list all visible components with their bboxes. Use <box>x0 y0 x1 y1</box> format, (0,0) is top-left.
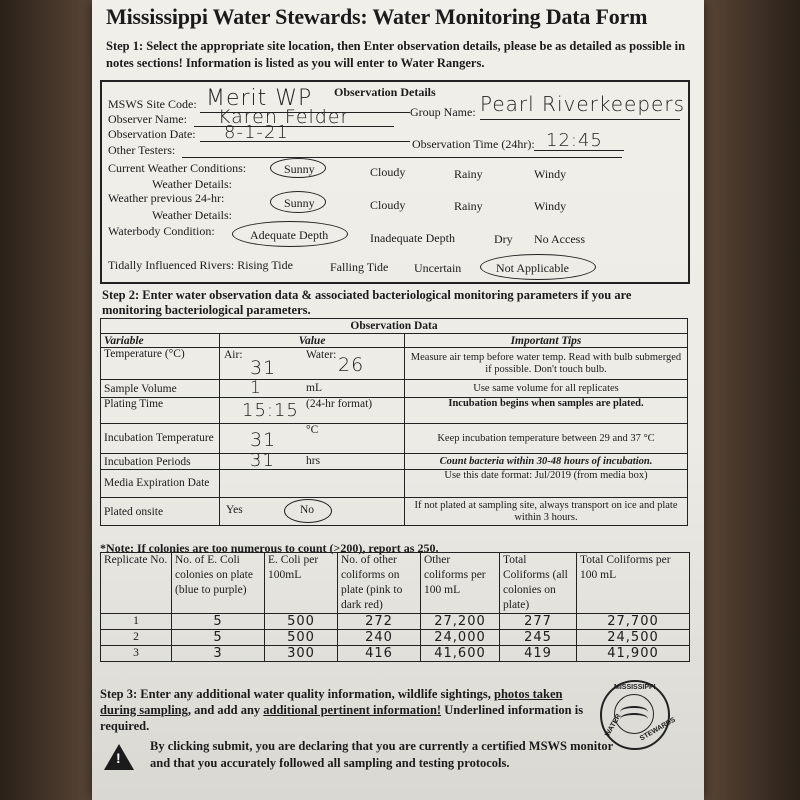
plating-time-value[interactable]: 15:15 <box>242 400 299 421</box>
desk-background-left <box>0 0 92 800</box>
step3-instructions <box>100 686 600 734</box>
ecoli-colonies-cell[interactable]: 5 <box>172 614 265 630</box>
media-expiration-row <box>101 470 688 498</box>
waterbody-condition-label: Waterbody Condition: <box>108 224 215 238</box>
temperature-label: Temperature (°C) <box>101 348 220 380</box>
step3-underlined-info: additional pertinent information! <box>263 703 442 717</box>
plated-onsite-no[interactable]: No <box>300 504 315 516</box>
plating-time-label: Plating Time <box>101 398 220 424</box>
total-colonies-cell[interactable]: 419 <box>500 646 577 662</box>
prev-sunny-selected-circle <box>270 191 326 213</box>
total-per-100ml-cell[interactable]: 27,700 <box>577 614 690 630</box>
incubation-periods-label: Incubation Periods <box>101 454 220 470</box>
plating-time-row <box>101 398 688 424</box>
incubation-temperature-unit: °C <box>306 424 319 436</box>
total-per-100ml-cell[interactable]: 41,900 <box>577 646 690 662</box>
ecoli-per-100ml-cell[interactable]: 300 <box>265 646 338 662</box>
other-per-100ml-cell[interactable]: 27,200 <box>421 614 500 630</box>
weather-option-windy[interactable]: Windy <box>534 167 567 181</box>
media-expiration-label: Media Expiration Date <box>101 470 220 498</box>
tidal-option-uncertain[interactable]: Uncertain <box>414 261 462 275</box>
plated-onsite-cell <box>220 498 405 526</box>
group-name-label: Group Name: <box>410 105 476 119</box>
ecoli-colonies-cell[interactable]: 5 <box>172 630 265 646</box>
plated-onsite-row <box>101 498 688 526</box>
incubation-temperature-cell <box>220 424 405 454</box>
incubation-periods-unit: hrs <box>306 455 321 467</box>
not-applicable-selected-circle <box>480 254 596 280</box>
header-other-colonies: No. of other coliforms on plate (pink to dark red) <box>338 553 421 614</box>
plating-time-tip: Incubation begins when samples are plated. <box>405 398 688 424</box>
adequate-selected-circle <box>232 221 348 247</box>
plated-onsite-yes[interactable]: Yes <box>226 504 243 516</box>
current-weather-label: Current Weather Conditions: <box>108 161 247 175</box>
incubation-periods-value[interactable]: 31 <box>250 450 275 471</box>
header-total-colonies: Total Coliforms (all colonies on plate) <box>500 553 577 614</box>
weather-option-cloudy[interactable]: Cloudy <box>370 165 406 179</box>
header-ecoli-colonies: No. of E. Coli colonies on plate (blue to purple) <box>172 553 265 614</box>
warning-icon: ! <box>104 744 134 770</box>
temperature-row <box>101 348 688 380</box>
replicate-number: 1 <box>101 614 172 630</box>
header-total-per-100ml: Total Coliforms per 100 mL <box>577 553 690 614</box>
waterbody-option-no-access[interactable]: No Access <box>534 232 585 246</box>
seal-text-right: STEWARDS <box>638 716 677 743</box>
other-per-100ml-cell[interactable]: 41,600 <box>421 646 500 662</box>
plated-onsite-label: Plated onsite <box>101 498 220 526</box>
incubation-periods-row <box>101 454 688 470</box>
replicate-row <box>101 630 690 646</box>
seal-text-top: MISSISSIPPI <box>614 684 656 691</box>
other-colonies-cell[interactable]: 416 <box>338 646 421 662</box>
prev-weather-details-label: Weather Details: <box>152 208 232 222</box>
step3-text-b: , and add any <box>187 703 264 717</box>
header-ecoli-per-100ml: E. Coli per 100mL <box>265 553 338 614</box>
air-value[interactable]: 31 <box>250 357 277 379</box>
weather-option-sunny[interactable]: Sunny <box>284 162 315 176</box>
temperature-tip: Measure air temp before water temp. Read with bulb submerged if possible. Don't touch bulb. <box>405 348 688 380</box>
sample-volume-unit: mL <box>306 382 322 394</box>
total-per-100ml-cell[interactable]: 24,500 <box>577 630 690 646</box>
header-replicate: Replicate No. <box>101 553 172 614</box>
sample-volume-label: Sample Volume <box>101 380 220 398</box>
waterbody-option-dry[interactable]: Dry <box>494 232 513 246</box>
incubation-temperature-tip: Keep incubation temperature between 29 and 37 °C <box>405 424 688 454</box>
weather-details-label: Weather Details: <box>152 177 232 191</box>
observation-data-table <box>100 318 688 526</box>
col-variable: Variable <box>101 334 220 348</box>
tidal-rivers-label: Tidally Influenced Rivers: Rising Tide <box>108 258 293 272</box>
waterbody-option-inadequate[interactable]: Inadequate Depth <box>370 231 455 245</box>
sample-volume-value[interactable]: 1 <box>250 378 262 398</box>
plated-onsite-tip: If not plated at sampling site, always transport on ice and plate within 3 hours. <box>405 498 688 526</box>
observation-time-label: Observation Time (24hr): <box>412 137 535 151</box>
prev-weather-label: Weather previous 24-hr: <box>108 191 225 205</box>
total-colonies-cell[interactable]: 277 <box>500 614 577 630</box>
observation-time-value[interactable]: 12:45 <box>546 130 603 151</box>
plating-time-cell <box>220 398 405 424</box>
replicate-row <box>101 646 690 662</box>
prev-weather-option-cloudy[interactable]: Cloudy <box>370 198 406 212</box>
other-colonies-cell[interactable]: 240 <box>338 630 421 646</box>
waterbody-option-adequate[interactable]: Adequate Depth <box>250 228 329 242</box>
group-name-line <box>480 119 680 120</box>
site-code-value[interactable]: Merit WP <box>206 86 313 111</box>
tidal-option-not-applicable[interactable]: Not Applicable <box>496 261 569 275</box>
weather-option-rainy[interactable]: Rainy <box>454 167 483 181</box>
observer-name-value[interactable]: Karen Felder <box>218 106 350 128</box>
colonies-note: *Note: If colonies are too numerous to count (>200), report as 250. <box>100 541 439 555</box>
replicate-header-row <box>101 553 690 614</box>
other-per-100ml-cell[interactable]: 24,000 <box>421 630 500 646</box>
incubation-periods-cell <box>220 450 405 471</box>
observation-details-heading: Observation Details <box>334 85 436 99</box>
total-colonies-cell[interactable]: 245 <box>500 630 577 646</box>
water-value[interactable]: 26 <box>338 354 365 376</box>
sunny-selected-circle <box>270 158 326 178</box>
media-expiration-cell[interactable] <box>220 470 405 498</box>
incubation-periods-tip: Count bacteria within 30-48 hours of incubation. <box>405 454 688 470</box>
other-colonies-cell[interactable]: 272 <box>338 614 421 630</box>
replicate-number: 3 <box>101 646 172 662</box>
observer-name-label: Observer Name: <box>108 112 187 126</box>
col-value: Value <box>220 334 405 348</box>
replicate-row <box>101 614 690 630</box>
incubation-temperature-value[interactable]: 31 <box>250 429 277 451</box>
ecoli-per-100ml-cell[interactable]: 500 <box>265 630 338 646</box>
sample-volume-cell <box>220 380 405 398</box>
ecoli-per-100ml-cell[interactable]: 500 <box>265 614 338 630</box>
temperature-value-cell <box>220 348 405 380</box>
submit-declaration: By clicking submit, you are declaring that you are currently a certified MSWS monitor and that you accurately followed all sampling and testing protocols. <box>150 739 613 770</box>
step3-text-c: Underlined information is required. <box>100 703 584 733</box>
tidal-option-falling[interactable]: Falling Tide <box>330 260 389 274</box>
observation-date-value[interactable]: 8-1-21 <box>224 122 289 143</box>
group-name-value[interactable]: Pearl Riverkeepers <box>480 92 685 116</box>
no-selected-circle <box>284 499 332 523</box>
step1-instructions: Step 1: Select the appropriate site location, then Enter observation details, please be as detailed as possible in notes sections! Information is listed as you will enter to Water Rangers. <box>106 39 686 70</box>
form-title: Mississippi Water Stewards: Water Monitoring Data Form <box>106 4 648 29</box>
plating-time-unit: (24-hr format) <box>306 398 373 410</box>
sample-volume-row <box>101 380 688 398</box>
observation-data-heading: Observation Data <box>101 319 688 334</box>
other-testers-label: Other Testers: <box>108 143 176 157</box>
replicate-number: 2 <box>101 630 172 646</box>
msws-seal-logo <box>600 680 677 750</box>
media-expiration-tip: Use this date format: Jul/2019 (from media box) <box>405 470 688 498</box>
replicate-table <box>100 552 690 662</box>
water-label: Water: <box>306 349 337 361</box>
prev-weather-option-windy[interactable]: Windy <box>534 199 567 213</box>
observation-date-label: Observation Date: <box>108 127 196 141</box>
col-tips: Important Tips <box>405 334 688 348</box>
step3-text-a: Step 3: Enter any additional water quality information, wildlife sightings, <box>100 687 495 701</box>
seal-text-left: WATER <box>604 713 623 738</box>
prev-weather-option-rainy[interactable]: Rainy <box>454 199 483 213</box>
sample-volume-tip: Use same volume for all replicates <box>405 380 688 398</box>
step2-instructions: Step 2: Enter water observation data & associated bacteriological monitoring parameters if you are monitoring bacteriological parameters. <box>102 288 632 317</box>
ecoli-colonies-cell[interactable]: 3 <box>172 646 265 662</box>
other-testers-line <box>182 157 622 158</box>
desk-background-right <box>704 0 800 800</box>
incubation-temperature-row <box>101 424 688 454</box>
incubation-temperature-label: Incubation Temperature <box>101 424 220 454</box>
prev-weather-option-sunny[interactable]: Sunny <box>284 196 315 210</box>
header-other-per-100ml: Other coliforms per 100 mL <box>421 553 500 614</box>
observation-details-box <box>100 80 690 284</box>
air-label: Air: <box>224 349 243 361</box>
step3-underlined-photos: photos taken during sampling <box>100 687 563 717</box>
site-code-label: MSWS Site Code: <box>108 97 197 111</box>
form-paper <box>92 0 704 800</box>
